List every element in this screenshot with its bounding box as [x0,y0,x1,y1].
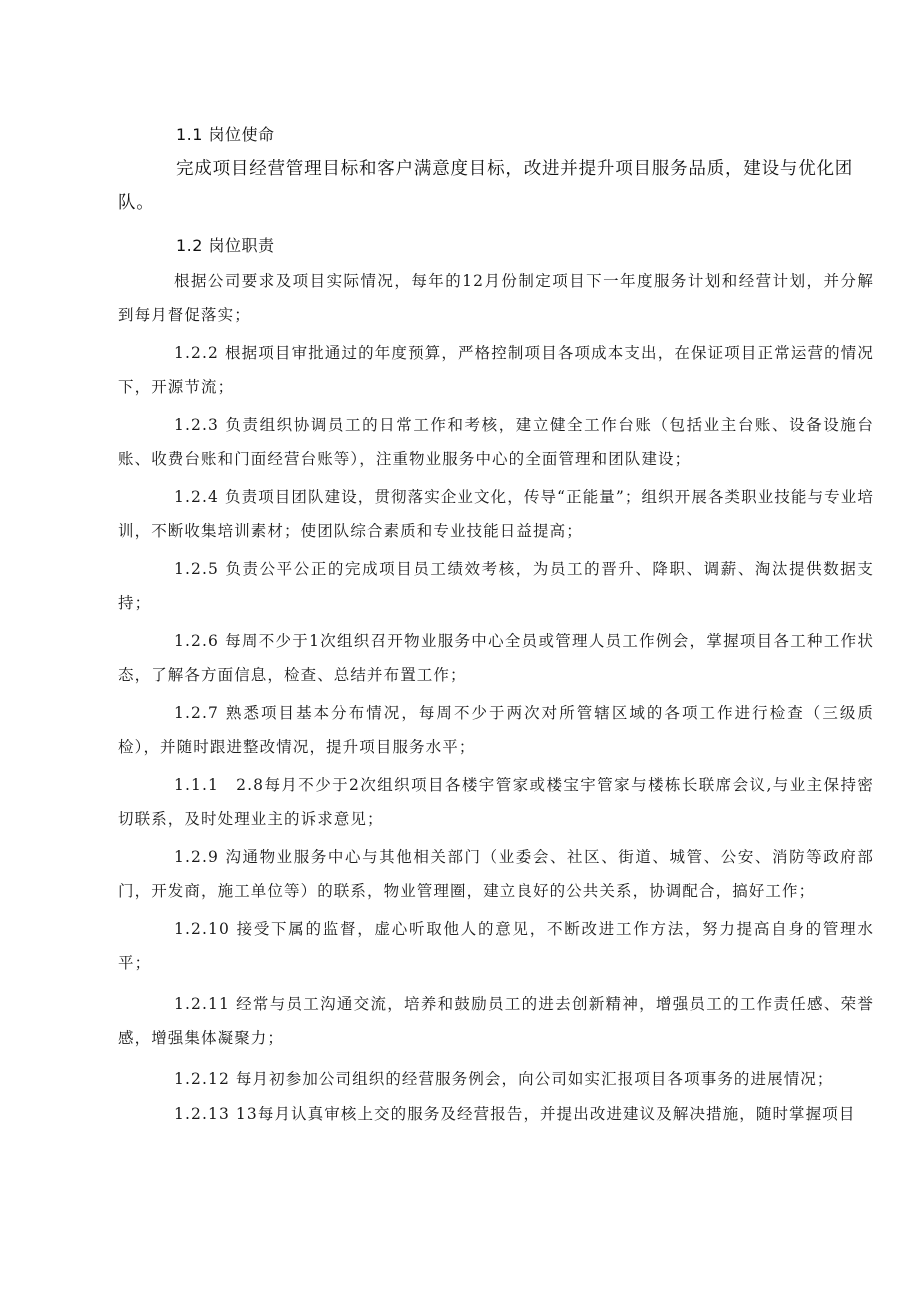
duty-paragraph: 1.2.4 负责项目团队建设，贯彻落实企业文化，传导“正能量”；组织开展各类职业技能与专业培训，不断收集培训素材；使团队综合素质和专业技能日益提高； [118,488,874,540]
duty-paragraph: 1.2.7 熟悉项目基本分布情况，每周不少于两次对所管辖区域的各项工作进行检查（三级质检），并随时跟进整改情况，提升项目服务水平； [118,704,874,756]
duty-paragraph: 1.2.9 沟通物业服务中心与其他相关部门（业委会、社区、街道、城管、公安、消防等政府部门，开发商，施工单位等）的联系，物业管理圈，建立良好的公共关系，协调配合，搞好工作； [118,848,874,900]
duty-paragraph: 1.2.13 13每月认真审核上交的服务及经营报告，并提出改进建议及解决措施，随时掌握项目 [174,1105,856,1123]
mission-heading: 1.1 岗位使命 [176,125,275,144]
duty-paragraph: 1.2.6 每周不少于1次组织召开物业服务中心全员或管理人员工作例会，掌握项目各工种工作状态，了解各方面信息，检查、总结并布置工作； [118,632,874,684]
mission-text: 完成项目经营管理目标和客户满意度目标，改进并提升项目服务品质，建设与优化团队。 [118,159,854,213]
duty-paragraph: 1.2.5 负责公平公正的完成项目员工绩效考核，为员工的晋升、降职、调薪、淘汰提供数据支持； [118,560,874,612]
duty-paragraph: 1.1.1 2.8每月不少于2次组织项目各楼宇管家或楼宝宇管家与楼栋长联席会议,与业主保持密切联系，及时处理业主的诉求意见； [118,776,874,828]
duty-paragraph: 根据公司要求及项目实际情况，每年的12月份制定项目下一年度服务计划和经营计划，并分解到每月督促落实； [118,272,874,324]
duty-paragraph: 1.2.2 根据项目审批通过的年度预算，严格控制项目各项成本支出，在保证项目正常运营的情况下，开源节流； [118,344,874,396]
duties-heading: 1.2 岗位职责 [176,236,275,255]
duty-paragraph: 1.2.3 负责组织协调员工的日常工作和考核，建立健全工作台账（包括业主台账、设备设施台账、收费台账和门面经营台账等），注重物业服务中心的全面管理和团队建设； [118,416,874,468]
duty-paragraph: 1.2.10 接受下属的监督，虚心听取他人的意见，不断改进工作方法，努力提高自身的管理水平； [118,920,874,972]
duty-paragraph: 1.2.12 每月初参加公司组织的经营服务例会，向公司如实汇报项目各项事务的进展情况； [174,1070,834,1088]
duty-paragraph: 1.2.11 经常与员工沟通交流，培养和鼓励员工的进去创新精神，增强员工的工作责任感、荣誉感，增强集体凝聚力； [118,995,874,1047]
